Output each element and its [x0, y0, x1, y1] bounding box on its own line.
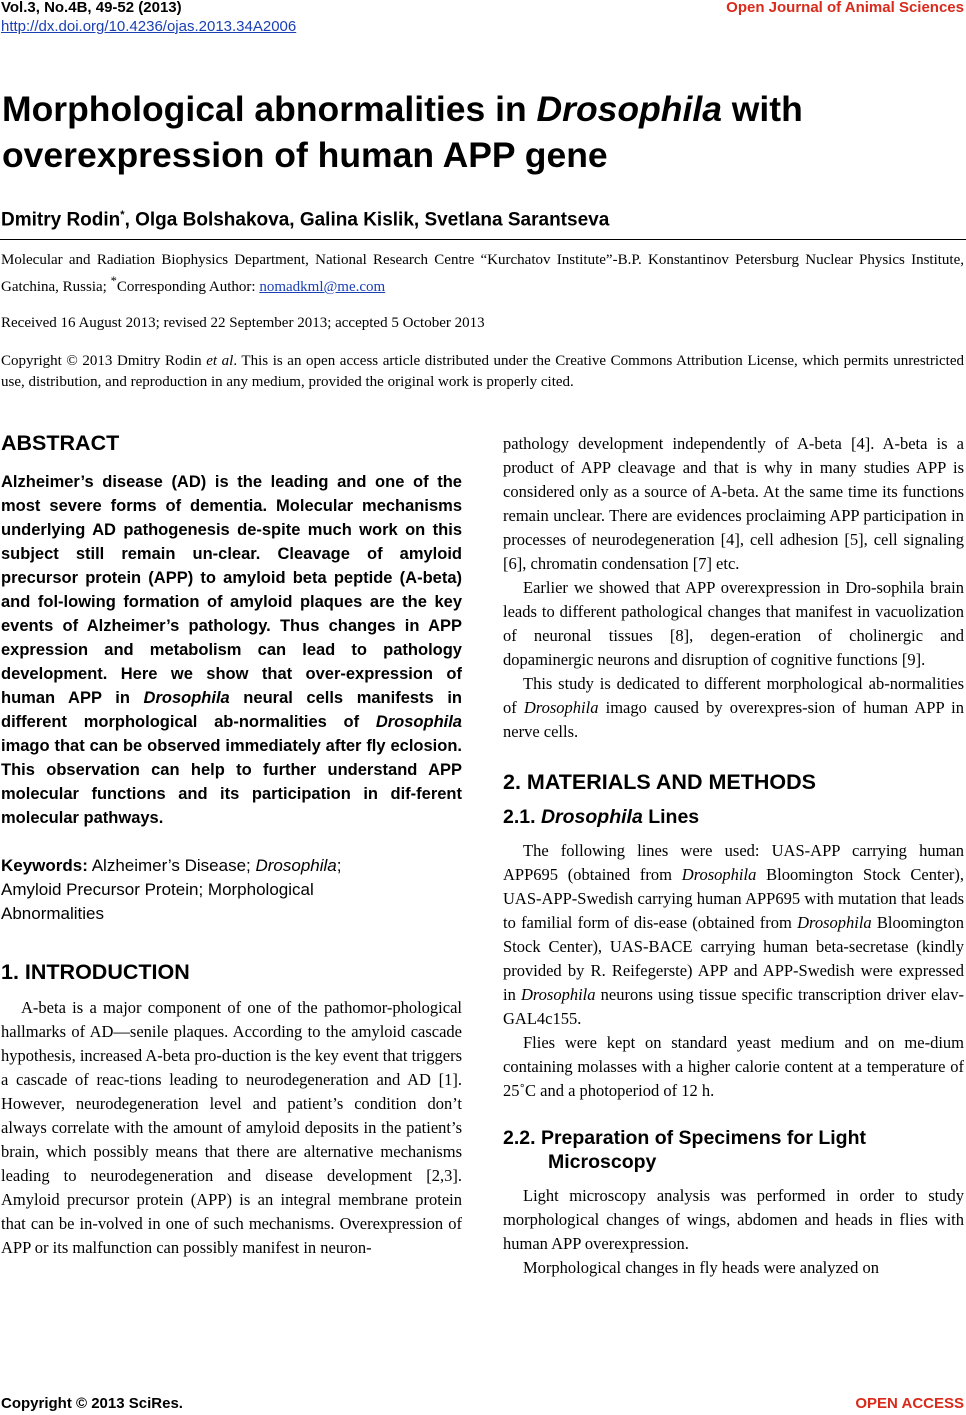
introduction-heading: 1. INTRODUCTION — [1, 960, 190, 984]
abstract-text: Alzheimer’s disease (AD) is the leading and one of the most severe forms of dementia. Molecular mechanisms underlying AD pathogenesis de-spite much work on this subject still remain un-clear. Cleavage of amyloid precursor protein (APP) to amyloid beta peptide (A-beta) and fol-lowing formation of amyloid plaques are the key events of Alzheimer’s pathology. Thus changes in APP expression and metabolism can lead to pathology development. Here we show that over-expression of human APP in Drosophila neural cells manifests in different morphological ab-normalities of Drosophila imago that can be observed immediately after fly eclosion. This observation can help to further understand APP molecular functions and its participation in dif-ferent molecular pathways. — [1, 473, 462, 827]
paper-title: Morphological abnormalities in Drosophila with overexpression of human APP gene — [2, 89, 803, 175]
left-column — [1, 430, 462, 1260]
introduction-paragraph-3: This study is dedicated to different morphological ab-normalities of Drosophila imago caused by overexpres-sion of human APP in nerve cells. — [503, 674, 964, 741]
affiliation: Molecular and Radiation Biophysics Department, National Research Centre “Kurchatov Institute”-B.P. Konstantinov Petersburg Nuclear Physics Institute, Gatchina, Russia; *Corresponding Author: nomadkml@me.com — [1, 252, 964, 295]
author-list: Dmitry Rodin*, Olga Bolshakova, Galina Kislik, Svetlana Sarantseva — [1, 209, 610, 231]
footer-open-access: OPEN ACCESS — [855, 1395, 964, 1412]
footer-copyright: Copyright © 2013 SciRes. — [1, 1395, 183, 1412]
keywords: Keywords: Alzheimer’s Disease; Drosophila; Amyloid Precursor Protein; Morphological Abnormalities — [1, 856, 342, 923]
author-email-link[interactable]: nomadkml@me.com — [259, 279, 386, 295]
methods-heading: 2. MATERIALS AND METHODS — [503, 770, 816, 794]
doi-link[interactable]: http://dx.doi.org/10.4236/ojas.2013.34A2006 — [1, 18, 297, 35]
introduction-continued: pathology development independently of A-beta [4]. A-beta is a product of APP cleavage and that is why in many studies APP is considered only as a source of A-beta. At the same time its functions remain unclear. There are evidences proclaiming APP participation in processes of neurodegeneration [4], cell adhesion [5], cell signaling [6], chromatin condensation [7] etc. — [503, 434, 964, 573]
journal-volume: Vol.3, No.4B, 49-52 (2013) — [1, 0, 182, 16]
lines-paragraph: The following lines were used: UAS-APP carrying human APP695 (obtained from Drosophila Bloomington Stock Center), UAS-APP-Swedish carrying human APP695 with mutation that leads to familial form of dis-ease (obtained from Drosophila Bloomington Stock Center), UAS-BACE carrying human beta-secretase (kindly provided by R. Reifegerste) APP and APP-Swedish were expressed in Drosophila neurons using tissue specific transcription driver elav-GAL4c155. — [503, 841, 965, 1028]
received-dates: Received 16 August 2013; revised 22 September 2013; accepted 5 October 2013 — [1, 315, 485, 331]
title-divider — [0, 239, 966, 240]
abstract-heading: ABSTRACT — [1, 431, 120, 455]
subsection-2-1-heading: 2.1. Drosophila Lines — [503, 806, 700, 828]
copyright-notice: Copyright © 2013 Dmitry Rodin et al. This is an open access article distributed under the Creative Commons Attribution License, which permits unrestricted use, distribution, and reproduction in any medium, provided the original work is properly cited. — [1, 353, 964, 390]
right-column — [503, 432, 964, 1280]
introduction-paragraph-2: Earlier we showed that APP overexpression in Dro-sophila brain leads to different pathological changes that manifest in vacuolization of neuronal tissues [8], degen-eration of cholinergic and dopaminergic neurons and disruption of cognitive functions [9]. — [503, 578, 964, 669]
journal-name: Open Journal of Animal Sciences — [726, 0, 964, 16]
introduction-text: A-beta is a major component of one of the pathomor-phological hallmarks of AD—senile plaques. According to the amyloid cascade hypothesis, increased A-beta pro-duction is the key event that triggers a cascade of reac-tions leading to neurodegeneration and AD [1]. However, neurodegeneration level and patient’s condition don’t always correlate with the amount of amyloid deposits in the patient’s brain, which possibly means that there are alternative mechanisms leading to neurodegeneration and disease development [2,3]. Amyloid precursor protein (APP) is an integral membrane protein that can be in-volved in one of such mechanisms. Overexpression of APP or its malfunction can possibly manifest in neuron- — [1, 998, 462, 1257]
flies-paragraph: Flies were kept on standard yeast medium and on me-dium containing molasses with a higher calorie content at a temperature of 25˚C and a photoperiod of 12 h. — [503, 1033, 964, 1100]
heads-paragraph: Morphological changes in fly heads were analyzed on — [523, 1258, 879, 1277]
light-microscopy-paragraph: Light microscopy analysis was performed in order to study morphological changes of wings, abdomen and heads in flies with human APP overexpression. — [503, 1186, 964, 1253]
subsection-2-2-heading: 2.2. Preparation of Specimens for Light Microscopy — [503, 1127, 866, 1173]
